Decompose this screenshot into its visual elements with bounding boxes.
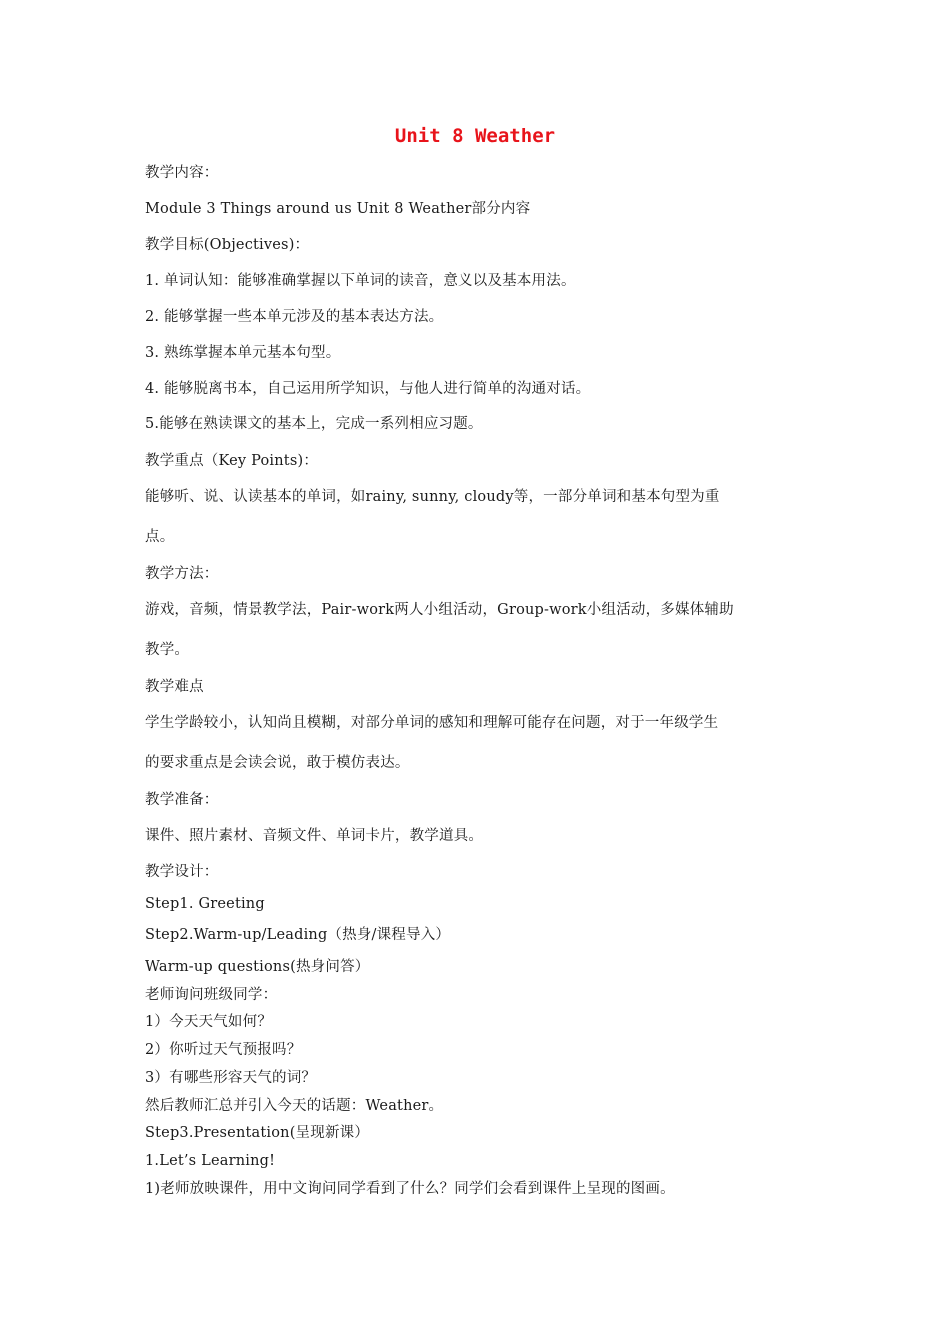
section-heading-difficulties: 教学难点: [145, 679, 204, 695]
section-heading-preparation: 教学准备：: [145, 792, 219, 808]
text-line: 点。: [145, 529, 175, 545]
step-heading: Step3.Presentation(呈现新课）: [145, 1125, 370, 1141]
text-line: 能够听、说、认读基本的单词，如rainy, sunny, cloudy等，一部分单词和基本句型为重: [145, 489, 720, 505]
text-line: Module 3 Things around us Unit 8 Weather部分内容: [145, 201, 531, 217]
text-line: 然后教师汇总并引入今天的话题：Weather。: [145, 1098, 444, 1114]
text-line: 游戏，音频，情景教学法，Pair-work两人小组活动，Group-work小组活动，多媒体辅助: [145, 602, 734, 618]
section-heading-objectives: 教学目标(Objectives)：: [145, 237, 310, 253]
text-line: 1.Let’s Learning!: [145, 1153, 276, 1169]
question-item: 2）你听过天气预报吗？: [145, 1042, 302, 1058]
text-line: 的要求重点是会读会说，敢于模仿表达。: [145, 755, 410, 771]
objective-item: 1. 单词认知：能够准确掌握以下单词的读音，意义以及基本用法。: [145, 273, 576, 289]
objective-item: 2. 能够掌握一些本单元涉及的基本表达方法。: [145, 309, 444, 325]
question-item: 1）今天天气如何？: [145, 1014, 273, 1030]
objective-item: 3. 熟练掌握本单元基本句型。: [145, 345, 341, 361]
section-heading-methods: 教学方法：: [145, 566, 219, 582]
text-line: 课件、照片素材、音频文件、单词卡片，教学道具。: [145, 828, 484, 844]
section-heading-design: 教学设计：: [145, 864, 219, 880]
section-heading-content: 教学内容：: [145, 165, 219, 181]
section-heading-key-points: 教学重点（Key Points)：: [145, 453, 319, 469]
objective-item: 5.能够在熟读课文的基本上，完成一系列相应习题。: [145, 416, 483, 432]
step-heading: Step1. Greeting: [145, 896, 265, 912]
document-title: Unit 8 Weather: [394, 125, 556, 147]
objective-item: 4. 能够脱离书本，自己运用所学知识，与他人进行简单的沟通对话。: [145, 381, 591, 397]
text-line: 1)老师放映课件，用中文询问同学看到了什么？同学们会看到课件上呈现的图画。: [145, 1181, 675, 1197]
text-line: 老师询问班级同学：: [145, 987, 278, 1003]
text-line: Warm-up questions(热身问答）: [145, 959, 370, 975]
question-item: 3）有哪些形容天气的词？: [145, 1070, 317, 1086]
text-line: 学生学龄较小，认知尚且模糊，对部分单词的感知和理解可能存在问题，对于一年级学生: [145, 715, 719, 731]
step-heading: Step2.Warm-up/Leading（热身/课程导入）: [145, 927, 451, 943]
text-line: 教学。: [145, 642, 190, 658]
